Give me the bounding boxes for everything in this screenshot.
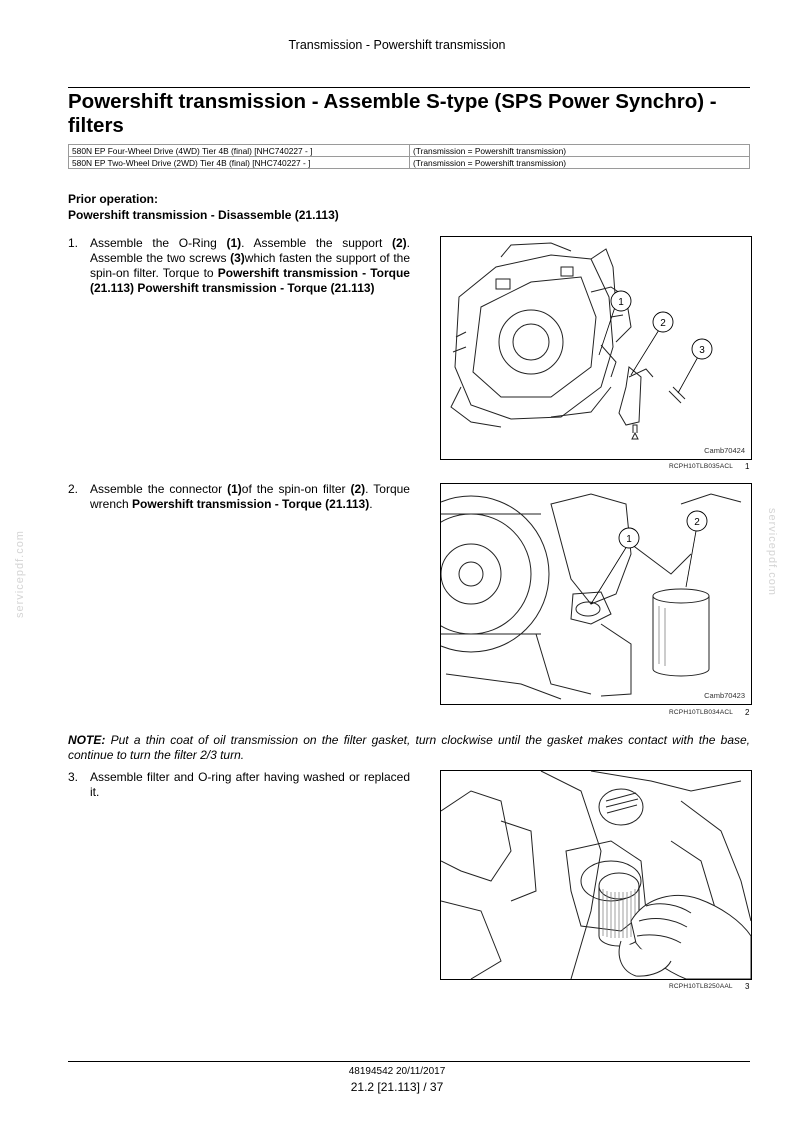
model-cell: 580N EP Four-Wheel Drive (4WD) Tier 4B (final) [NHC740227 - ]: [69, 145, 410, 157]
model-cell: 580N EP Two-Wheel Drive (2WD) Tier 4B (final) [NHC740227 - ]: [69, 157, 410, 169]
step-text-run: .: [369, 497, 373, 511]
callout-ref: (2): [350, 482, 366, 496]
step-text: [90, 236, 410, 296]
step-3: [68, 770, 410, 800]
callout-ref: (3): [230, 251, 245, 265]
running-header: Transmission - Powershift transmission: [288, 38, 506, 52]
callout-ref: (1): [226, 236, 242, 250]
callout-3: 3: [699, 345, 705, 356]
step-text-run: of the spin-on filter: [241, 482, 351, 496]
step-text: Assemble filter and O-ring after having washed or replaced it.: [90, 770, 410, 799]
footer-page-number: 21.2 [21.113] / 37: [350, 1080, 444, 1094]
footer-rule: [68, 1061, 750, 1062]
step-number: 3.: [68, 770, 79, 784]
spin-on-filter-illustration: [441, 484, 751, 704]
step-text-run: Assemble the O-Ring: [90, 236, 227, 250]
watermark-right: servicepdf.com: [766, 508, 778, 596]
step-number: 2.: [68, 482, 79, 496]
callout-ref: (1): [227, 482, 242, 496]
figure-3: [440, 770, 752, 980]
note-label: NOTE:: [68, 733, 106, 747]
figure-caption: RCPH10TLB035ACL: [669, 463, 734, 470]
header-rule: [68, 87, 750, 88]
step-text-run: . Torque wrench: [90, 482, 410, 511]
note-paragraph: [68, 733, 750, 763]
page-title: Powershift transmission - Assemble S-type (SPS Power Synchro) - filters: [68, 90, 717, 137]
applicability-table: [68, 144, 750, 169]
torque-reference-link[interactable]: Powershift transmission - Torque (21.113) Powershift transmission - Torque (21.113): [90, 266, 410, 295]
figure-number: 3: [745, 982, 750, 991]
callout-1: 1: [618, 297, 624, 308]
step-text-run: Assemble the connector: [90, 482, 228, 496]
step-number: 1.: [68, 236, 79, 250]
context-cell: (Transmission = Powershift transmission): [410, 145, 750, 157]
step-text-run: . Assemble the support: [241, 236, 392, 250]
step-text-run: . Assemble the two screws: [90, 236, 410, 265]
watermark-left: servicepdf.com: [14, 530, 26, 618]
step-2: [68, 482, 410, 512]
table-row: [69, 157, 750, 169]
step-1: [68, 236, 410, 296]
figure-1: [440, 236, 752, 460]
callout-ref: (2): [391, 236, 407, 250]
context-cell: (Transmission = Powershift transmission): [410, 157, 750, 169]
figure-code: Camb70423: [704, 691, 745, 700]
callout-bubbles: [611, 291, 712, 359]
figure-caption: RCPH10TLB034ACL: [669, 709, 734, 716]
figure-caption: RCPH10TLB250AAL: [669, 983, 733, 990]
callout-1: 1: [626, 534, 632, 545]
prior-operation-link[interactable]: Powershift transmission - Disassemble (21.113): [68, 208, 339, 222]
footer-doc-ref: 48194542 20/11/2017: [348, 1066, 446, 1077]
filter-installation-illustration: [441, 771, 751, 979]
figure-number: 2: [745, 708, 750, 717]
step-text-run: which fasten the support of the spin-on filter. Torque to: [90, 251, 410, 280]
prior-operation-label: Prior operation:: [68, 192, 159, 206]
table-row: [69, 145, 750, 157]
step-text: [90, 482, 410, 512]
torque-reference-link[interactable]: Powershift transmission - Torque (21.113): [132, 497, 370, 511]
filter-cylinder: [599, 873, 639, 946]
figure-number: 1: [745, 462, 750, 471]
figure-code: Camb70424: [704, 446, 745, 455]
note-text: Put a thin coat of oil transmission on the filter gasket, turn clockwise until the gasket makes contact with the base, continue to turn the filter 2/3 turn.: [68, 733, 750, 762]
callout-2: 2: [694, 517, 700, 528]
transmission-housing-illustration: [441, 237, 751, 459]
callout-2: 2: [660, 318, 666, 329]
filter-canister: [653, 589, 709, 676]
figure-2: [440, 483, 752, 705]
